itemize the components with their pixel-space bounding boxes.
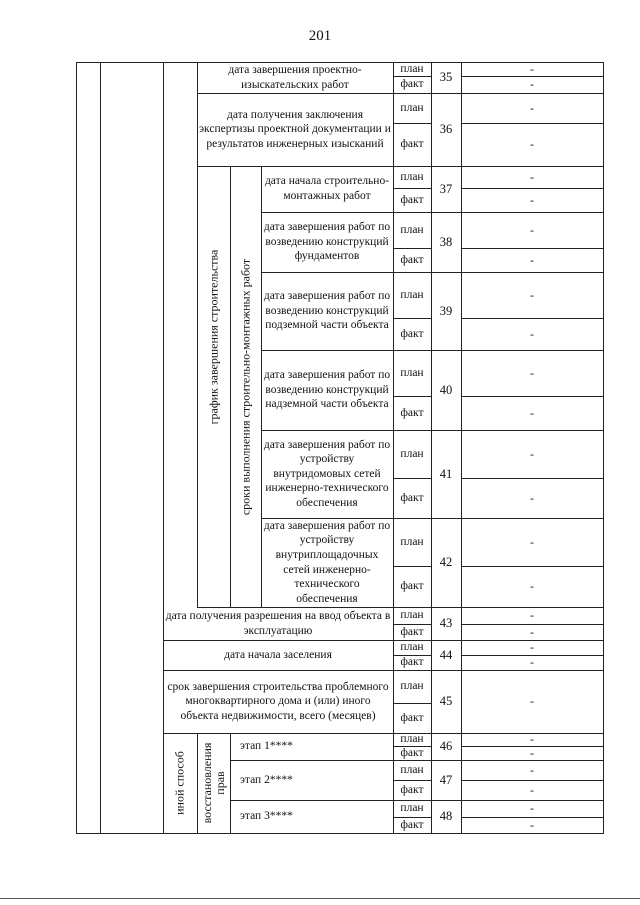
plan-label: план — [400, 223, 424, 236]
fact-value: - — [530, 655, 534, 670]
table-left-border — [76, 62, 77, 834]
plan-label: план — [400, 170, 424, 183]
row-number: 46 — [439, 739, 453, 754]
row-label: дата завершения работ по возведению конструкций надземной части объекта — [263, 369, 391, 411]
rights-restoration-label — [201, 743, 227, 824]
row-number: 37 — [439, 181, 453, 196]
fact-label: факт — [400, 406, 424, 419]
fact-label: факт — [400, 327, 424, 340]
row-label: дата завершения проектно-изыскательских работ — [228, 63, 362, 91]
plan-value: - — [530, 100, 534, 115]
table-rule — [100, 62, 101, 834]
plan-label: план — [400, 535, 424, 548]
fact-value: - — [530, 817, 534, 832]
plan-value: - — [530, 608, 534, 623]
row-number: 40 — [439, 382, 453, 397]
plan-label: план — [400, 62, 424, 75]
fact-value: - — [530, 624, 534, 639]
fact-label: факт — [400, 625, 424, 638]
fact-value: - — [530, 252, 534, 267]
rights-restoration-line2: прав — [212, 771, 227, 795]
table-rule — [197, 733, 198, 834]
plan-label: план — [400, 609, 424, 622]
row-number: 48 — [439, 809, 453, 824]
plan-value: - — [530, 534, 534, 549]
construction-terms-label: сроки выполнения строительно-монтажных работ — [238, 258, 252, 516]
fact-value: - — [530, 192, 534, 207]
page-number: 201 — [308, 28, 332, 44]
fact-value: - — [530, 745, 534, 760]
plan-label: план — [400, 288, 424, 301]
plan-value: - — [530, 287, 534, 302]
fact-label: факт — [400, 783, 424, 796]
plan-label: план — [400, 733, 424, 746]
row-number: 42 — [439, 555, 453, 570]
fact-label: факт — [400, 78, 424, 91]
row-label: этап 2**** — [240, 773, 293, 786]
fact-value: - — [530, 137, 534, 152]
plan-value: - — [530, 61, 534, 76]
row-label: срок завершения строительства проблемного многоквартирного дома и (или) иного объекта недвижимости, всего (месяцев) — [167, 680, 389, 722]
plan-value: - — [530, 762, 534, 777]
fact-label: факт — [400, 746, 424, 759]
plan-label: план — [400, 101, 424, 114]
other-method-label: иной способ — [172, 751, 187, 815]
plan-value: - — [530, 801, 534, 816]
table-rule — [230, 833, 604, 834]
row-number: 35 — [439, 70, 453, 85]
fact-label: факт — [400, 711, 424, 724]
fact-value: - — [530, 579, 534, 594]
rights-restoration-line1: восстановления — [199, 742, 214, 824]
row-label: дата получения разрешения на ввод объекта в эксплуатацию — [165, 609, 391, 637]
row-label: дата завершения работ по возведению конструкций подземной части объекта — [263, 290, 391, 332]
plan-value: - — [530, 169, 534, 184]
plan-value: - — [530, 640, 534, 655]
row-label: этап 1**** — [240, 740, 293, 753]
fact-label: факт — [400, 138, 424, 151]
table-right-border — [603, 62, 604, 834]
fact-label: факт — [400, 818, 424, 831]
plan-value: - — [530, 222, 534, 237]
fact-value: - — [530, 77, 534, 92]
plan-label: план — [400, 680, 424, 693]
plan-label: план — [400, 641, 424, 654]
row-number: 44 — [439, 647, 453, 662]
row-label: дата завершения работ по возведению конструкций фундаментов — [263, 221, 391, 263]
row-label: дата получения заключения экспертизы проектной документации и результатов инженерных изысканий — [199, 108, 391, 150]
row-number: 45 — [439, 694, 453, 709]
row-number: 38 — [439, 234, 453, 249]
plan-label: план — [400, 802, 424, 815]
row-value: - — [530, 694, 534, 709]
plan-value: - — [530, 446, 534, 461]
row-label: этап 3**** — [240, 810, 293, 823]
fact-value: - — [530, 405, 534, 420]
fact-label: факт — [400, 193, 424, 206]
fact-label: факт — [400, 580, 424, 593]
row-label: дата завершения работ по устройству внутриплощадочных сетей инженерно-технического обеспечения — [263, 519, 391, 605]
fact-value: - — [530, 326, 534, 341]
plan-value: - — [530, 732, 534, 747]
fact-label: факт — [400, 253, 424, 266]
page-bottom-rule — [0, 898, 640, 899]
plan-value: - — [530, 365, 534, 380]
table-rule — [230, 166, 231, 608]
row-number: 43 — [439, 616, 453, 631]
plan-label: план — [400, 447, 424, 460]
construction-schedule-label: график завершения строительства — [206, 249, 220, 425]
row-label: дата начала строительно-монтажных работ — [264, 175, 390, 202]
row-number: 41 — [439, 466, 453, 481]
row-number: 47 — [439, 772, 453, 787]
row-number: 39 — [439, 303, 453, 318]
fact-label: факт — [400, 656, 424, 669]
plan-label: план — [400, 366, 424, 379]
row-label: дата завершения работ по устройству внутридомовых сетей инженерно-технического обеспечения — [263, 438, 391, 509]
fact-value: - — [530, 490, 534, 505]
row-number: 36 — [439, 122, 453, 137]
plan-label: план — [400, 763, 424, 776]
fact-label: факт — [400, 491, 424, 504]
row-label: дата начала заселения — [224, 648, 332, 661]
fact-value: - — [530, 782, 534, 797]
